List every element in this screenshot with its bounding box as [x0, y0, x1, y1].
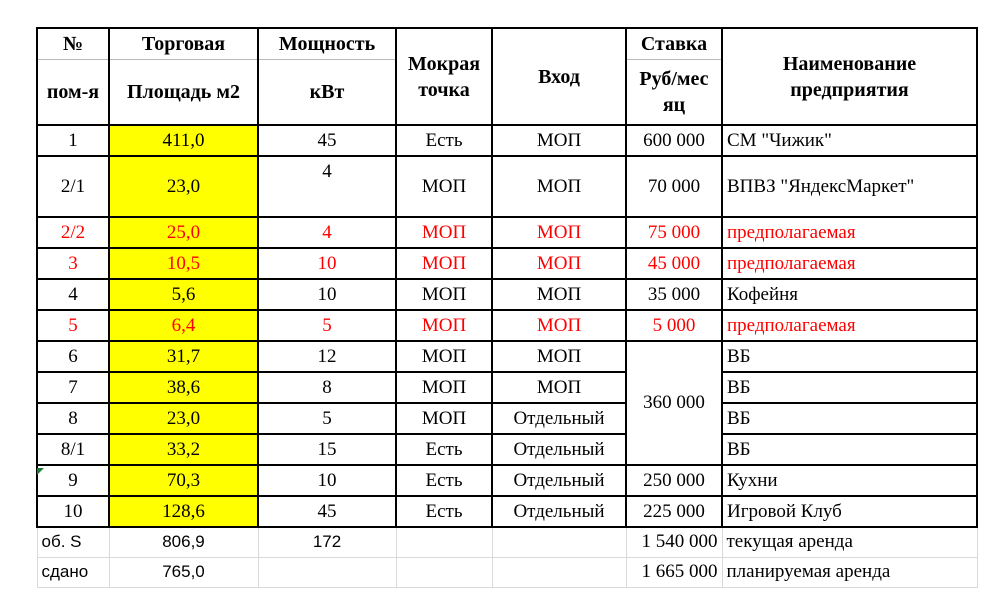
- table-row: [37, 496, 977, 527]
- wet-point-cell: МОП: [396, 217, 492, 248]
- room-number: 8: [37, 403, 109, 434]
- summary-row-total: [37, 527, 977, 557]
- table-row: [37, 465, 977, 496]
- table-row: [37, 279, 977, 310]
- company-name-cell: предполагаемая: [722, 248, 977, 279]
- summary-note: текущая аренда: [722, 527, 977, 557]
- header-area-bottom: Площадь м2: [109, 59, 258, 125]
- area-cell: 10,5: [109, 248, 258, 279]
- power-cell: 45: [258, 496, 396, 527]
- header-num-bottom: пом-я: [37, 59, 109, 125]
- rate-cell: 35 000: [626, 279, 722, 310]
- summary-area: 806,9: [109, 527, 258, 557]
- table-row: [37, 248, 977, 279]
- entrance-cell: Отдельный: [492, 434, 626, 465]
- power-cell: 12: [258, 341, 396, 372]
- room-number: 9: [37, 465, 109, 496]
- company-name-cell: ВБ: [722, 372, 977, 403]
- rate-cell: 225 000: [626, 496, 722, 527]
- table-row: [37, 156, 977, 217]
- header-rate-top: Ставка: [626, 28, 722, 59]
- header-power-top: Мощность: [258, 28, 396, 59]
- area-cell: 70,3: [109, 465, 258, 496]
- table-row: [37, 310, 977, 341]
- rate-cell: 600 000: [626, 125, 722, 156]
- rate-cell: 70 000: [626, 156, 722, 217]
- company-name-cell: ВБ: [722, 341, 977, 372]
- entrance-cell: Отдельный: [492, 496, 626, 527]
- entrance-cell: МОП: [492, 217, 626, 248]
- room-number: 3: [37, 248, 109, 279]
- entrance-cell: МОП: [492, 156, 626, 217]
- power-cell: 15: [258, 434, 396, 465]
- room-number: 8/1: [37, 434, 109, 465]
- entrance-cell: МОП: [492, 279, 626, 310]
- room-number: 2/1: [37, 156, 109, 217]
- company-name-cell: Игровой Клуб: [722, 496, 977, 527]
- table-row: [37, 434, 977, 465]
- company-name-cell: Кофейня: [722, 279, 977, 310]
- header-row-top: [37, 28, 977, 59]
- summary-empty: [492, 527, 626, 557]
- header-area-top: Торговая: [109, 28, 258, 59]
- area-cell: 23,0: [109, 156, 258, 217]
- power-cell: 8: [258, 372, 396, 403]
- area-cell: 6,4: [109, 310, 258, 341]
- entrance-cell: МОП: [492, 341, 626, 372]
- wet-point-cell: МОП: [396, 403, 492, 434]
- area-cell: 38,6: [109, 372, 258, 403]
- entrance-cell: МОП: [492, 372, 626, 403]
- entrance-cell: Отдельный: [492, 403, 626, 434]
- summary-row-rented: [37, 557, 977, 587]
- company-name-cell: ВБ: [722, 403, 977, 434]
- power-cell: 4: [258, 156, 396, 217]
- entrance-cell: Отдельный: [492, 465, 626, 496]
- power-cell: 5: [258, 310, 396, 341]
- wet-point-cell: Есть: [396, 125, 492, 156]
- wet-point-cell: Есть: [396, 496, 492, 527]
- power-cell: 10: [258, 279, 396, 310]
- power-cell: 4: [258, 217, 396, 248]
- entrance-cell: МОП: [492, 310, 626, 341]
- area-cell: 128,6: [109, 496, 258, 527]
- room-number: 7: [37, 372, 109, 403]
- room-number: 5: [37, 310, 109, 341]
- summary-empty: [258, 557, 396, 587]
- wet-point-cell: Есть: [396, 465, 492, 496]
- rate-cell: 45 000: [626, 248, 722, 279]
- summary-empty: [492, 557, 626, 587]
- header-wet-point: Мокрая точка: [396, 28, 492, 125]
- area-cell: 23,0: [109, 403, 258, 434]
- rate-cell: 250 000: [626, 465, 722, 496]
- summary-label: сдано: [37, 557, 109, 587]
- company-name-cell: предполагаемая: [722, 310, 977, 341]
- summary-rate: 1 665 000: [626, 557, 722, 587]
- entrance-cell: МОП: [492, 125, 626, 156]
- header-rate-bottom: Руб/мес яц: [626, 59, 722, 125]
- table-row: [37, 372, 977, 403]
- wet-point-cell: МОП: [396, 279, 492, 310]
- area-cell: 31,7: [109, 341, 258, 372]
- wet-point-cell: МОП: [396, 341, 492, 372]
- area-cell: 5,6: [109, 279, 258, 310]
- power-cell: 5: [258, 403, 396, 434]
- summary-area: 765,0: [109, 557, 258, 587]
- rate-cell: 75 000: [626, 217, 722, 248]
- rental-table: [36, 27, 978, 588]
- company-name-cell: ВПВЗ "ЯндексМаркет": [722, 156, 977, 217]
- wet-point-cell: МОП: [396, 248, 492, 279]
- summary-empty: [396, 557, 492, 587]
- company-name-cell: ВБ: [722, 434, 977, 465]
- summary-empty: [396, 527, 492, 557]
- room-number: 6: [37, 341, 109, 372]
- cell-comment-indicator: [37, 468, 44, 475]
- area-cell: 33,2: [109, 434, 258, 465]
- summary-label: об. S: [37, 527, 109, 557]
- room-number: 4: [37, 279, 109, 310]
- table-row: [37, 403, 977, 434]
- company-name-cell: СМ "Чижик": [722, 125, 977, 156]
- power-cell: 10: [258, 248, 396, 279]
- company-name-cell: Кухни: [722, 465, 977, 496]
- room-number: 1: [37, 125, 109, 156]
- table-row: [37, 125, 977, 156]
- room-number: 10: [37, 496, 109, 527]
- header-company-name: Наименование предприятия: [722, 28, 977, 125]
- area-cell: 25,0: [109, 217, 258, 248]
- wet-point-cell: МОП: [396, 156, 492, 217]
- summary-rate: 1 540 000: [626, 527, 722, 557]
- summary-power: 172: [258, 527, 396, 557]
- rate-cell: 5 000: [626, 310, 722, 341]
- room-number: 2/2: [37, 217, 109, 248]
- table-row: [37, 341, 977, 372]
- header-power-bottom: кВт: [258, 59, 396, 125]
- wet-point-cell: Есть: [396, 434, 492, 465]
- table-row: [37, 217, 977, 248]
- power-cell: 10: [258, 465, 396, 496]
- header-num-top: №: [37, 28, 109, 59]
- wet-point-cell: МОП: [396, 372, 492, 403]
- wet-point-cell: МОП: [396, 310, 492, 341]
- power-cell: 45: [258, 125, 396, 156]
- merged-rate-cell: 360 000: [626, 341, 722, 465]
- summary-note: планируемая аренда: [722, 557, 977, 587]
- area-cell: 411,0: [109, 125, 258, 156]
- header-entrance: Вход: [492, 28, 626, 125]
- company-name-cell: предполагаемая: [722, 217, 977, 248]
- entrance-cell: МОП: [492, 248, 626, 279]
